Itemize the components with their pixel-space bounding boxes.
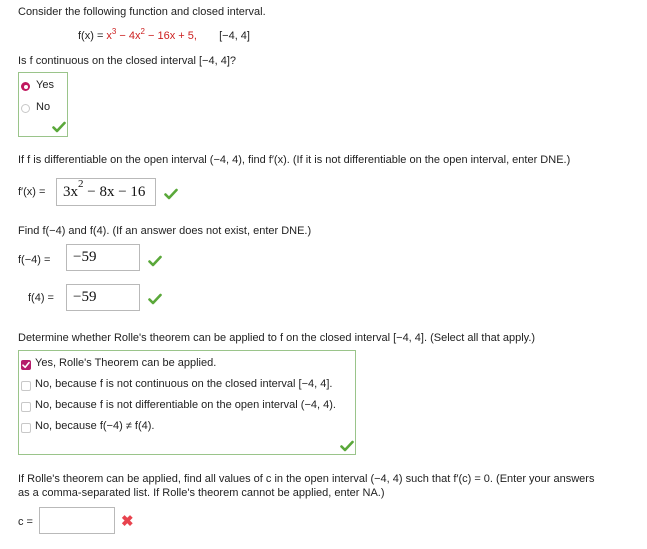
q1-prompt: Is f continuous on the closed interval [−4, 4]?	[18, 55, 236, 67]
f-4-value: −59	[73, 289, 97, 305]
check-icon	[52, 121, 66, 133]
check-icon	[164, 188, 178, 200]
q1-option-no-label: No	[36, 101, 51, 113]
function-interval: [−4, 4]	[219, 30, 250, 42]
function-definition	[78, 27, 250, 42]
function-term-quadratic: − $4x^2$	[116, 27, 145, 42]
q1-radio-no[interactable]	[21, 104, 30, 113]
q4-checkbox-4[interactable]	[21, 423, 31, 433]
q1-option-yes-label: Yes	[36, 79, 54, 91]
q2-prompt: If f is differentiable on the open interval (−4, 4), find f′(x). (If it is not differentiable on the open interval, enter DNE.)	[18, 154, 571, 166]
f-4-input[interactable]	[66, 284, 140, 311]
function-lhs: f(x) =	[78, 30, 107, 42]
derivative-value: $3x^2 - 8x - 16$	[63, 178, 146, 200]
q4-checkbox-3[interactable]	[21, 402, 31, 412]
c-label: c =	[18, 516, 33, 528]
q5-prompt-line1: If Rolle's theorem can be applied, find all values of c in the open interval (−4, 4) such that f′(c) = 0. (Enter your answers	[18, 473, 595, 485]
q4-option-2-label: No, because f is not continuous on the closed interval [−4, 4].	[35, 378, 333, 390]
q5-prompt-line2: as a comma-separated list. If Rolle's theorem cannot be applied, enter NA.)	[18, 487, 385, 499]
q4-checkbox-1[interactable]	[21, 360, 31, 370]
q3-prompt: Find f(−4) and f(4). (If an answer does not exist, enter DNE.)	[18, 225, 312, 237]
c-input[interactable]	[39, 507, 115, 534]
f-neg4-label: f(−4) =	[18, 254, 51, 266]
q4-option-3-label: No, because f is not differentiable on the open interval (−4, 4).	[35, 399, 336, 411]
function-term-cubic: $x^3$	[106, 27, 117, 42]
q4-prompt: Determine whether Rolle's theorem can be applied to f on the closed interval [−4, 4]. (Select all that apply.)	[18, 332, 536, 344]
q1-answer-group	[18, 72, 68, 137]
q4-answer-group	[18, 350, 356, 455]
function-term-linear: − 16x + 5,	[144, 30, 197, 42]
q4-option-4-label: No, because f(−4) ≠ f(4).	[35, 420, 155, 432]
q4-checkbox-2[interactable]	[21, 381, 31, 391]
derivative-input[interactable]	[56, 178, 156, 206]
incorrect-icon: ✖	[121, 513, 134, 530]
f-neg4-input[interactable]	[66, 244, 140, 271]
intro-text: Consider the following function and closed interval.	[18, 6, 266, 18]
q4-option-1-label: Yes, Rolle's Theorem can be applied.	[35, 357, 217, 369]
f-4-label: f(4) =	[28, 292, 54, 304]
check-icon	[148, 293, 162, 305]
check-icon	[340, 440, 354, 452]
checkmark-icon	[22, 361, 30, 369]
q1-radio-yes[interactable]	[21, 82, 30, 91]
check-icon	[148, 255, 162, 267]
q2-label: f′(x) =	[18, 186, 46, 198]
f-neg4-value: −59	[73, 249, 97, 265]
